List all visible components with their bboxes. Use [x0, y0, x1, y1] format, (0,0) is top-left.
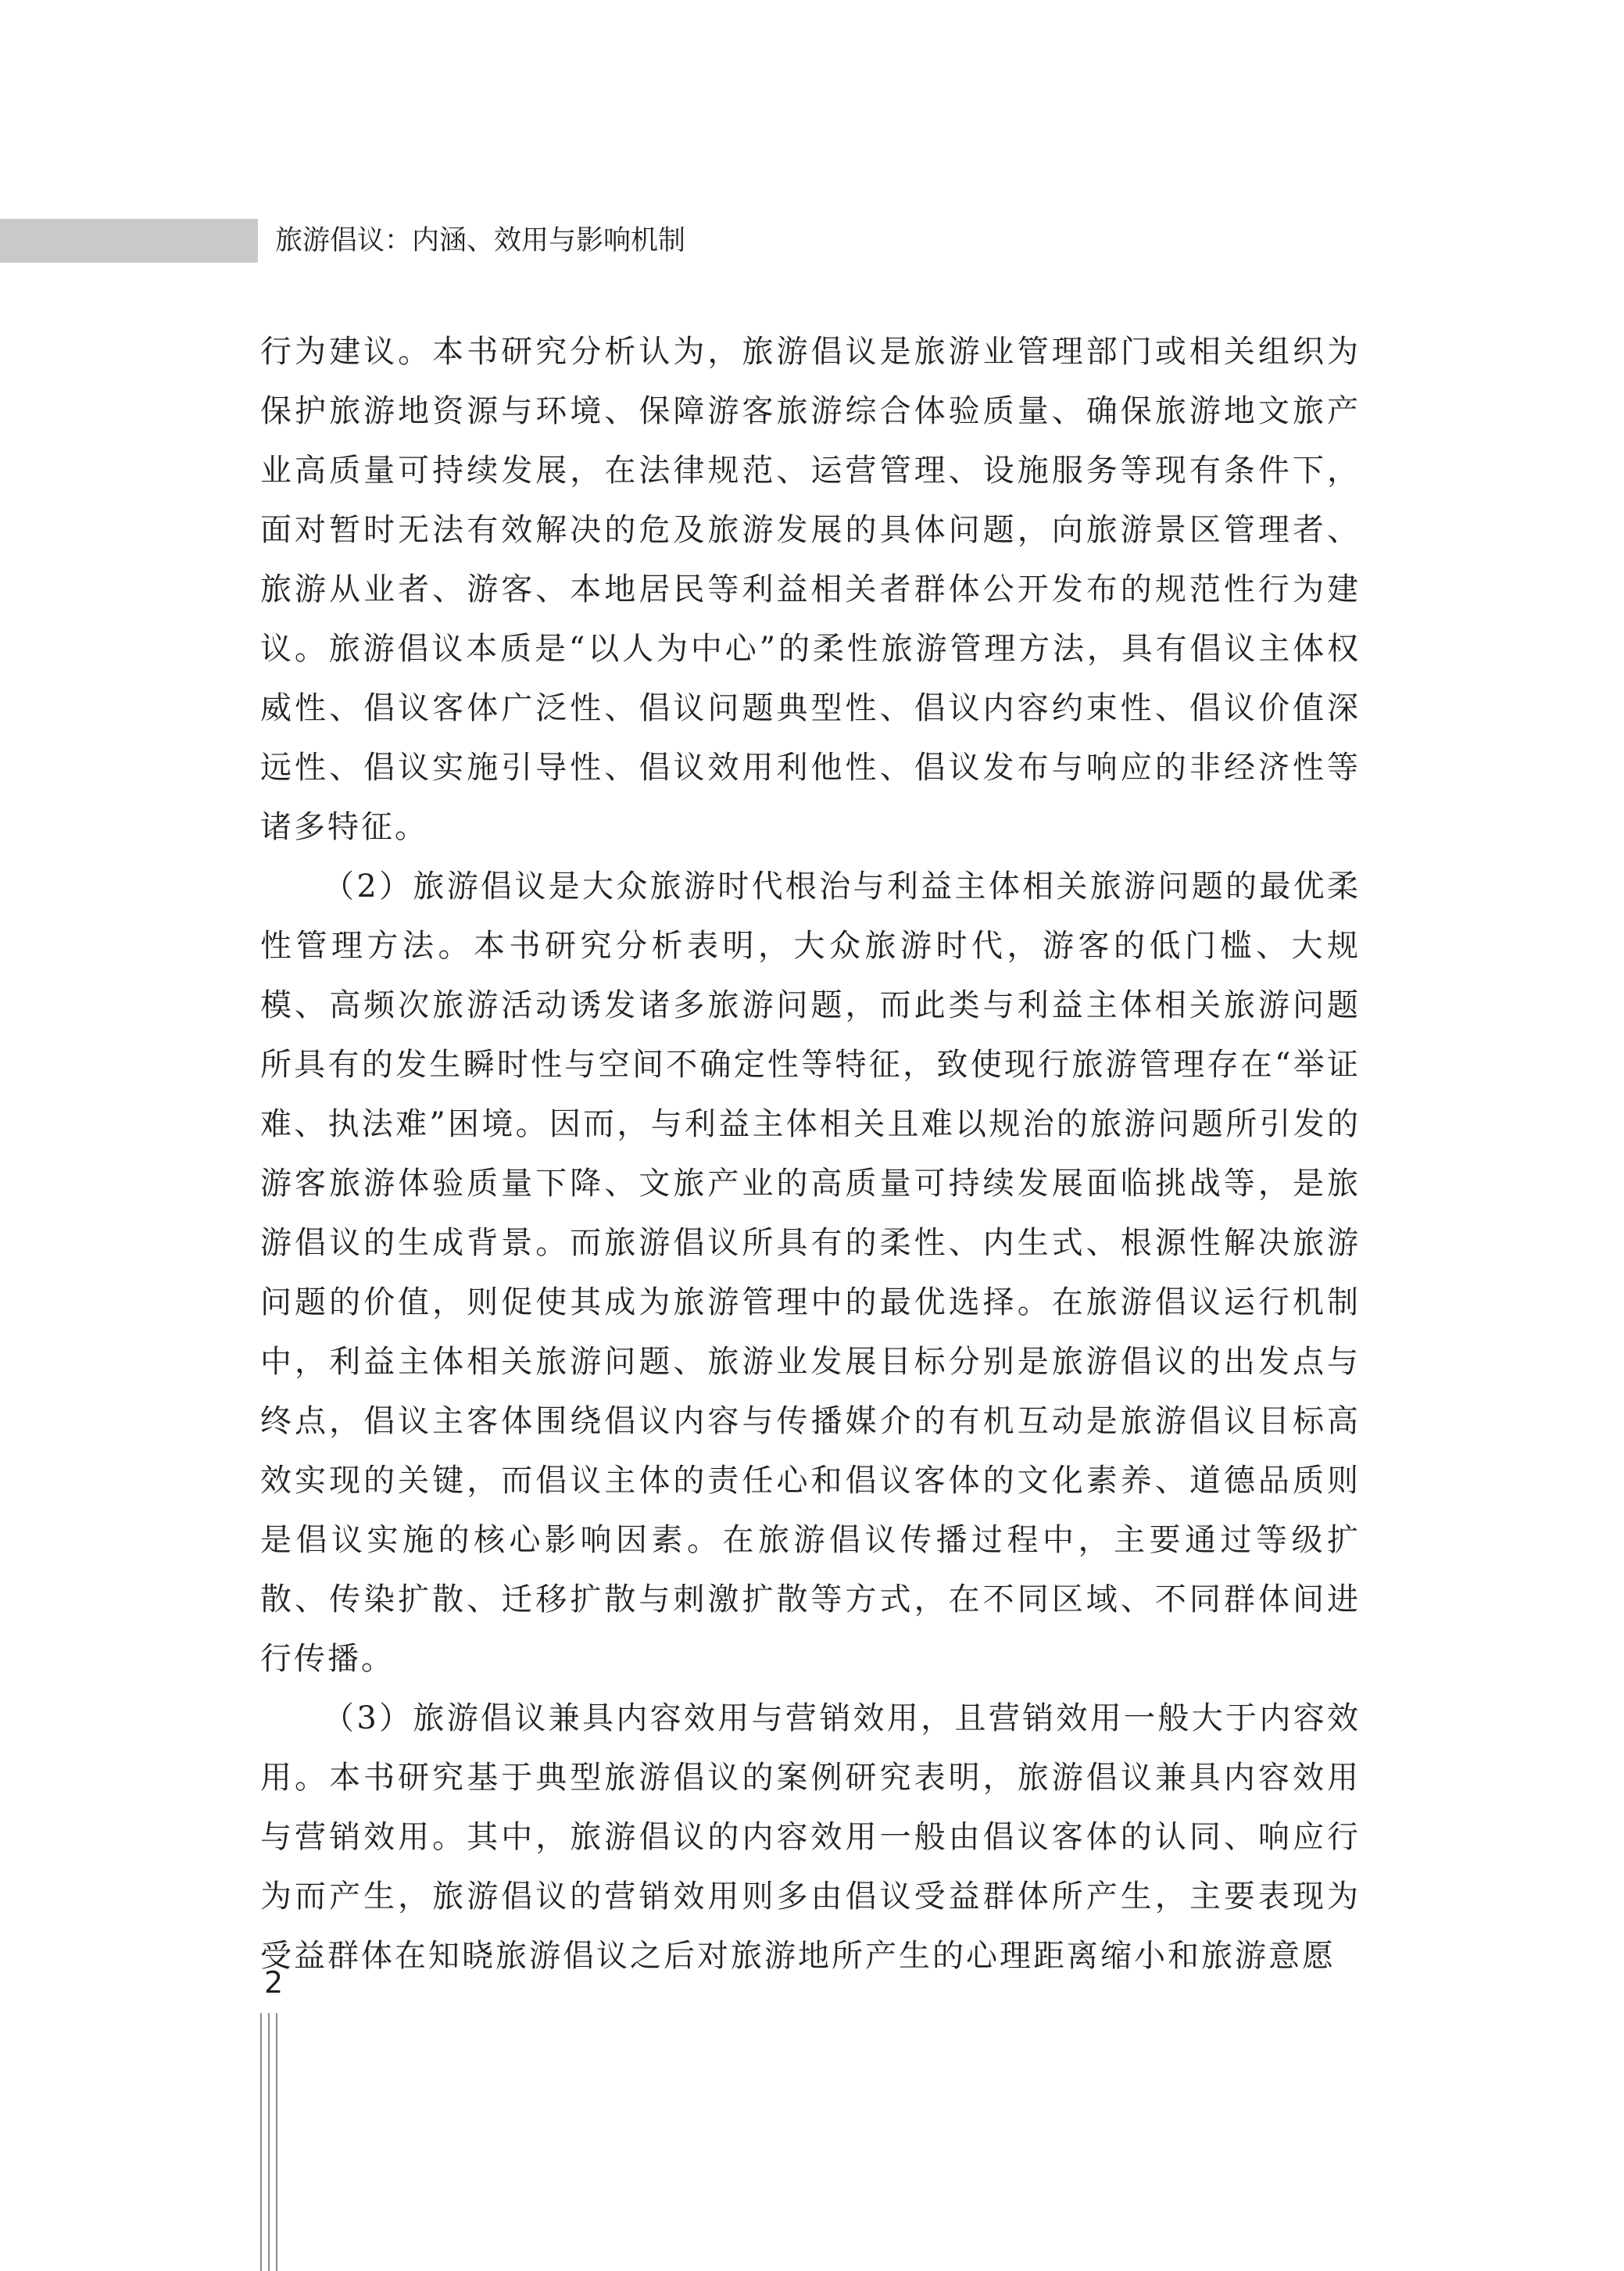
- gutter-lines: [260, 2013, 284, 2271]
- paragraph: （2）旅游倡议是大众旅游时代根治与利益主体相关旅游问题的最优柔性管理方法。本书研究分析表明，大众旅游时代，游客的低门槛、大规模、高频次旅游活动诱发诸多旅游问题，而此类与利益主体相关旅游问题所具有的发生瞬时性与空间不确定性等特征，致使现行旅游管理存在“举证难、执法难”困境。因而，与利益主体相关且难以规治的旅游问题所引发的游客旅游体验质量下降、文旅产业的高质量可持续发展面临挑战等，是旅游倡议的生成背景。而旅游倡议所具有的柔性、内生式、根源性解决旅游问题的价值，则促使其成为旅游管理中的最优选择。在旅游倡议运行机制中，利益主体相关旅游问题、旅游业发展目标分别是旅游倡议的出发点与终点，倡议主客体围绕倡议内容与传播媒介的有机互动是旅游倡议目标高效实现的关键，而倡议主体的责任心和倡议客体的文化素养、道德品质则是倡议实施的核心影响因素。在旅游倡议传播过程中，主要通过等级扩散、传染扩散、迁移扩散与刺激扩散等方式，在不同区域、不同群体间进行传播。: [260, 869, 1361, 1677]
- running-title: 旅游倡议：内涵、效用与影响机制: [275, 225, 686, 256]
- page-number: 2: [264, 1965, 284, 2000]
- paragraph: 行为建议。本书研究分析认为，旅游倡议是旅游业管理部门或相关组织为保护旅游地资源与环境、保障游客旅游综合体验质量、确保旅游地文旅产业高质量可持续发展，在法律规范、运营管理、设施服务等现有条件下，面对暂时无法有效解决的危及旅游发展的具体问题，向旅游景区管理者、旅游从业者、游客、本地居民等利益相关者群体公开发布的规范性行为建议。旅游倡议本质是“以人为中心”的柔性旅游管理方法，具有倡议主体权威性、倡议客体广泛性、倡议问题典型性、倡议内容约束性、倡议价值深远性、倡议实施引导性、倡议效用利他性、倡议发布与响应的非经济性等诸多特征。: [260, 334, 1361, 845]
- gutter-line: [276, 2013, 277, 2271]
- header-gray-band: [0, 219, 258, 263]
- gutter-line: [260, 2013, 262, 2271]
- gutter-line: [268, 2013, 270, 2271]
- paragraph: （3）旅游倡议兼具内容效用与营销效用，且营销效用一般大于内容效用。本书研究基于典型旅游倡议的案例研究表明，旅游倡议兼具内容效用与营销效用。其中，旅游倡议的内容效用一般由倡议客体的认同、响应行为而产生，旅游倡议的营销效用则多由倡议受益群体所产生，主要表现为受益群体在知晓旅游倡议之后对旅游地所产生的心理距离缩小和旅游意愿: [260, 1700, 1361, 1974]
- body-text: [260, 322, 1361, 1986]
